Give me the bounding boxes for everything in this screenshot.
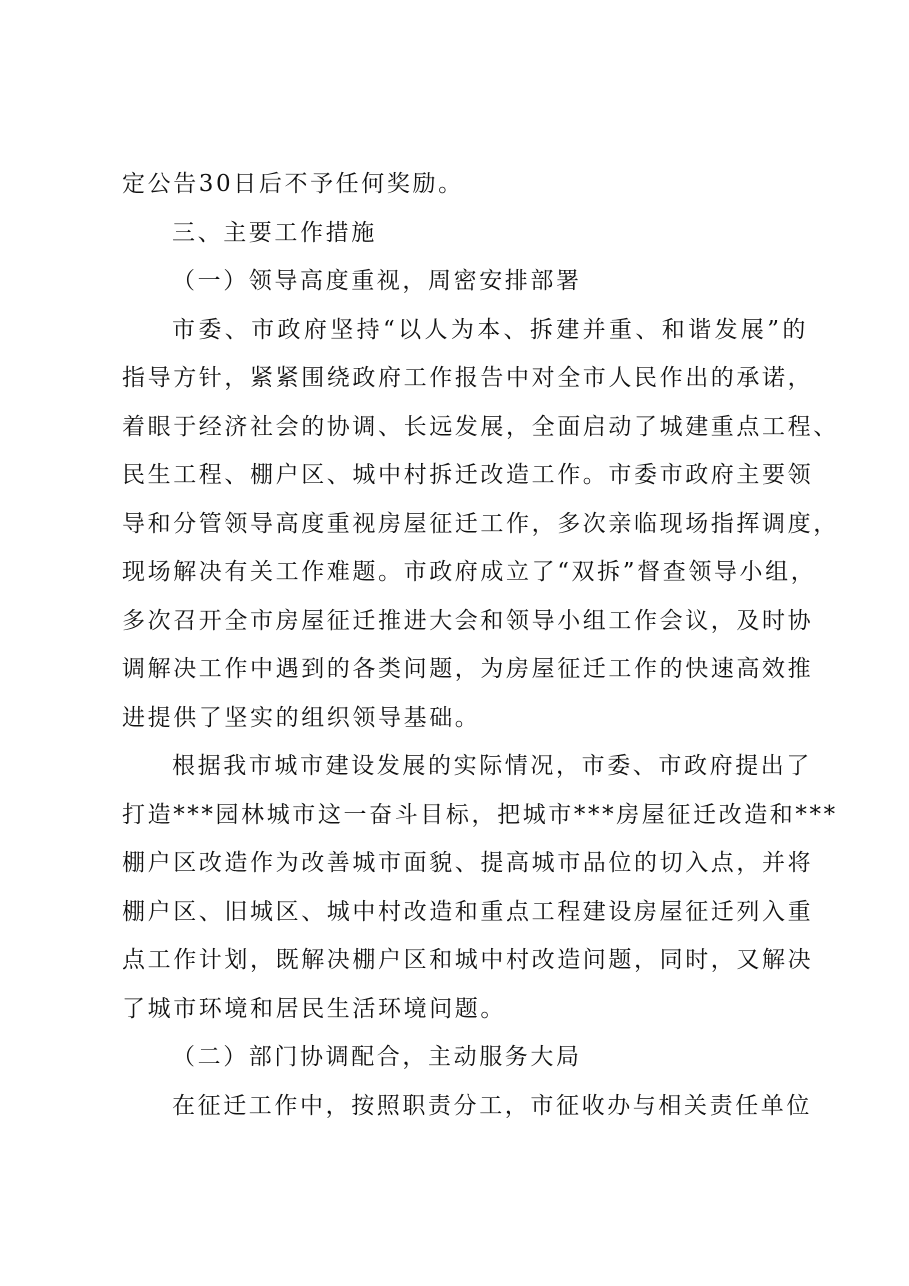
paragraph-line: 现场解决有关工作难题。市政府成立了“双拆”督查领导小组， [122,559,817,585]
paragraph-line: 在征迁工作中，按照职责分工，市征收办与相关责任单位 [172,1092,812,1119]
paragraph-line: 定公告30日后不予任何奖励。 [122,171,464,197]
paragraph-line: 点工作计划，既解决棚户区和城中村改造问题，同时，又解决 [122,947,814,973]
section-heading: 三、主要工作措施 [172,219,377,246]
paragraph-line: 进提供了坚实的组织领导基础。 [122,704,481,731]
paragraph-line: 市委、市政府坚持“以人为本、拆建并重、和谐发展”的 [172,316,808,343]
paragraph-line: 着眼于经济社会的协调、长远发展，全面启动了城建重点工程、 [122,413,839,440]
subsection-heading: （一）领导高度重视，周密安排部署 [172,268,582,294]
paragraph-line: 打造***园林城市这一奋斗目标，把城市***房屋征迁改造和*** [122,801,838,828]
paragraph-line: 了城市环境和居民生活环境问题。 [122,995,506,1022]
subsection-heading: （二）部门协调配合，主动服务大局 [172,1044,582,1070]
paragraph-line: 指导方针，紧紧围绕政府工作报告中对全市人民作出的承诺， [122,365,814,391]
paragraph-line: 导和分管领导高度重视房屋征迁工作，多次亲临现场指挥调度， [122,510,839,537]
paragraph-line: 棚户区改造作为改善城市面貌、提高城市品位的切入点，并将 [122,850,814,876]
paragraph-line: 调解决工作中遇到的各类问题，为房屋征迁工作的快速高效推 [122,656,814,682]
paragraph-line: 多次召开全市房屋征迁推进大会和领导小组工作会议，及时协 [122,607,814,634]
paragraph-line: 根据我市城市建设发展的实际情况，市委、市政府提出了 [172,753,812,779]
paragraph-line: 棚户区、旧城区、城中村改造和重点工程建设房屋征迁列入重 [122,898,814,925]
document-body [122,160,839,1130]
paragraph-line: 民生工程、棚户区、城中村拆迁改造工作。市委市政府主要领 [122,462,814,488]
